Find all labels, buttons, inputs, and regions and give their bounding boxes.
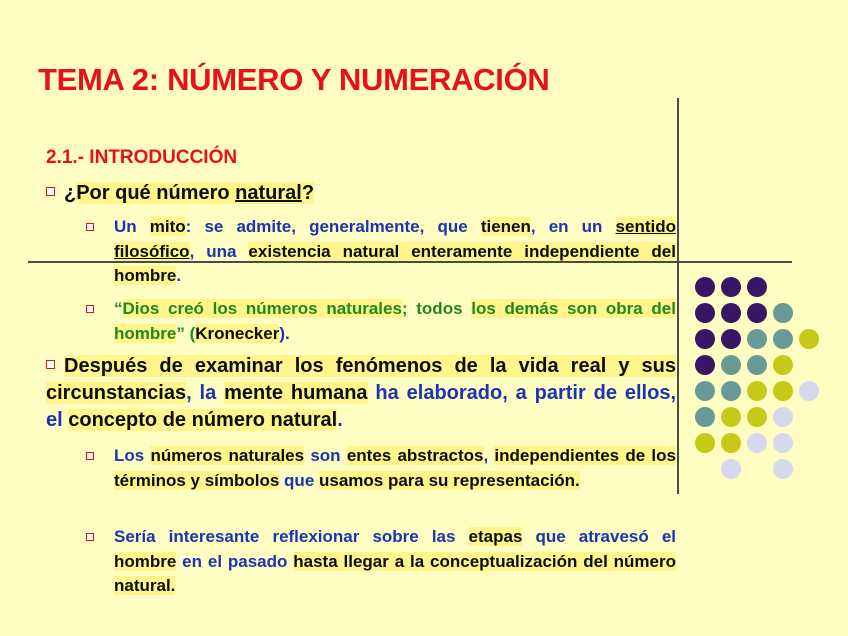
decorative-dot <box>773 329 793 349</box>
square-bullet-icon <box>86 452 94 460</box>
square-bullet-icon <box>46 360 55 369</box>
bullet-entes-abstractos: Los números naturales son entes abstractos, independientes de los términos y símbolos que usamos para su representación. <box>86 444 676 493</box>
decorative-dot <box>799 329 819 349</box>
decorative-dot <box>773 381 793 401</box>
square-bullet-icon <box>86 305 94 313</box>
slide-title: TEMA 2: NÚMERO Y NUMERACIÓN <box>38 62 550 97</box>
bullet-mito: Un mito: se admite, generalmente, que tienen, en un sentido filosófico, una existencia natural enteramente independiente del hombre. <box>86 215 676 289</box>
decorative-dot <box>773 459 793 479</box>
decorative-dot <box>747 355 767 375</box>
decorative-dot <box>721 407 741 427</box>
decorative-dot <box>747 407 767 427</box>
paragraph-examinar: Después de examinar los fenómenos de la vida real y sus circunstancias, la mente humana ha elaborado, a partir de ellos, el concepto de número natural. <box>46 355 676 431</box>
decorative-dot <box>747 277 767 297</box>
decorative-dot <box>773 303 793 323</box>
decorative-dot <box>695 381 715 401</box>
decorative-dot <box>721 459 741 479</box>
decorative-dot <box>799 381 819 401</box>
decorative-dot <box>721 303 741 323</box>
decorative-dot <box>695 355 715 375</box>
decorative-dot <box>721 277 741 297</box>
decorative-dot <box>721 355 741 375</box>
decorative-dot <box>721 433 741 453</box>
square-bullet-icon <box>86 223 94 231</box>
decorative-dot <box>721 329 741 349</box>
bullet-kronecker: “Dios creó los números naturales; todos los demás son obra del hombre” (Kronecker). <box>86 297 676 346</box>
decorative-dot <box>747 433 767 453</box>
decorative-dot <box>747 303 767 323</box>
bullet-etapas: Sería interesante reflexionar sobre las etapas que atravesó el hombre en el pasado hasta llegar a la conceptualización del número natural. <box>86 525 676 599</box>
vertical-divider <box>677 98 679 494</box>
decorative-dot <box>695 303 715 323</box>
decorative-dot <box>695 329 715 349</box>
square-bullet-icon <box>46 187 55 196</box>
decorative-dot <box>695 277 715 297</box>
decorative-dot <box>747 329 767 349</box>
section-subtitle: 2.1.- INTRODUCCIÓN <box>46 147 238 168</box>
decorative-dot <box>773 407 793 427</box>
decorative-dot <box>695 433 715 453</box>
question-bullet: ¿Por qué número natural? <box>46 182 314 205</box>
decorative-dot <box>773 433 793 453</box>
decorative-dot <box>747 381 767 401</box>
decorative-dot <box>773 355 793 375</box>
square-bullet-icon <box>86 533 94 541</box>
decorative-dot <box>721 381 741 401</box>
decorative-dot <box>695 407 715 427</box>
